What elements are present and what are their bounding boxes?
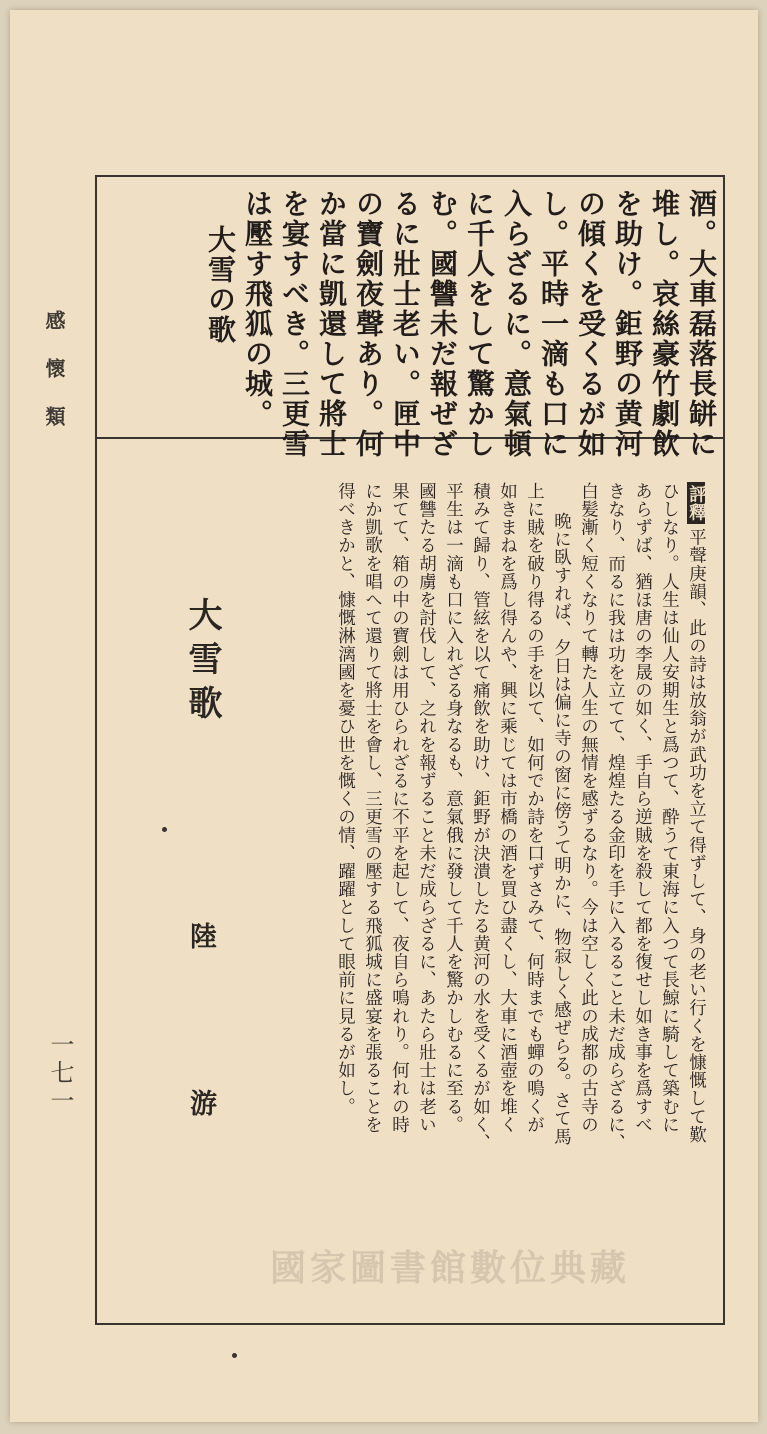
poem-line: は壓す飛狐の城。 [241,189,274,429]
commentary-line: きなり、而るに我は功を立てて、煌煌たる金印を手に入るること未だ成らざるに、 [605,482,626,1152]
poem-line: か當に凱還して將士 [315,189,348,459]
ink-dot [232,1353,237,1358]
commentary-line: 果てて、箱の中の寶劍は用ひられざるに不平を起して、夜自ら鳴れり。何れの時 [389,482,410,1134]
poem-line: 堆し。哀絲豪竹劇飲 [648,189,681,459]
commentary-line: 上に賊を破り得るの手を以て、如何でか詩を口ずさみて、何時までも蟬の鳴くが [524,482,545,1134]
poem-line: む。國讐未だ報ぜざ [426,189,459,459]
commentary-line: 評釋平聲庚韻、此の詩は放翁が武功を立て得ずして、身の老い行くを慷慨して歎 [687,482,705,1144]
commentary-line: 得べきかと、慷慨淋漓國を憂ひ世を慨くの情、躍躍として眼前に見るが如し。 [335,482,356,1116]
poem-line: に千人をして驚かし [463,189,496,459]
library-watermark: 國家圖書館數位典藏 [270,1247,631,1289]
page-number: 一七一 [46,1032,74,1116]
commentary-line: 如きまねを爲し得んや、興に乘じては市橋の酒を買ひ盡くし、大車に酒壺を堆く [497,482,518,1134]
commentary-line: にか凱歌を唱へて還りて將士を會し、三更雪の壓する飛狐城に盛宴を張ることを [362,482,383,1134]
commentary-line: 積みて歸り、管絃を以て痛飲を助け、鉅野が決潰したる黄河の水を受くるが如く、 [470,482,491,1152]
side-category-title: 感懷類 [42,310,66,454]
commentary-label: 評釋 [687,482,705,524]
poem-line: し。平時一滴も口に [537,189,570,459]
poem-line: を助け。鉅野の黄河 [611,189,644,459]
commentary-line: 晩に臥すれば、夕日は偏に寺の窗に傍うて明かに、物寂しく感ぜらる。さて馬 [551,512,572,1146]
poem-block [97,177,723,459]
poem-line-subtitle: 大雪の歌 [204,225,237,345]
commentary-line: ひしなり。人生は仙人安期生と爲つて、酔うて東海に入つて長鯨に騎して築むに [659,482,680,1134]
poem-author: 陸游 [185,922,216,1256]
commentary-line: 國讐たる胡虜を討伐して、之れを報ずること未だ成らざるに、あたら壯士は老い [416,482,437,1134]
commentary-line: 平生は一滴も口に入れざる身なるも、意氣俄に發して千人を驚かしむるに至る。 [443,482,464,1134]
ink-dot [162,827,167,832]
text-frame [95,175,725,1325]
commentary-line: あらずば、猶ほ唐の李晟の如く、手自ら逆賊を殺して都を復せし如き事を爲すべ [632,482,653,1134]
poem-line: を宴すべき。三更雪 [278,189,311,459]
poem-line: るに壯士老い。匣中 [389,189,422,459]
page-sheet [10,10,758,1422]
poem-title: 大雪歌 [182,597,222,729]
commentary-line: 白髪漸く短くなりて轉た人生の無情を感ずるなり。今は空しく此の成都の古寺の [578,482,599,1134]
poem-line: 酒。大車磊落長缾に [685,189,718,459]
poem-line: の寶劍夜聲あり。何 [352,189,385,459]
poem-line: 入らざるに。意氣頓 [500,189,533,459]
poem-line: の傾くを受くるが如 [574,189,607,459]
